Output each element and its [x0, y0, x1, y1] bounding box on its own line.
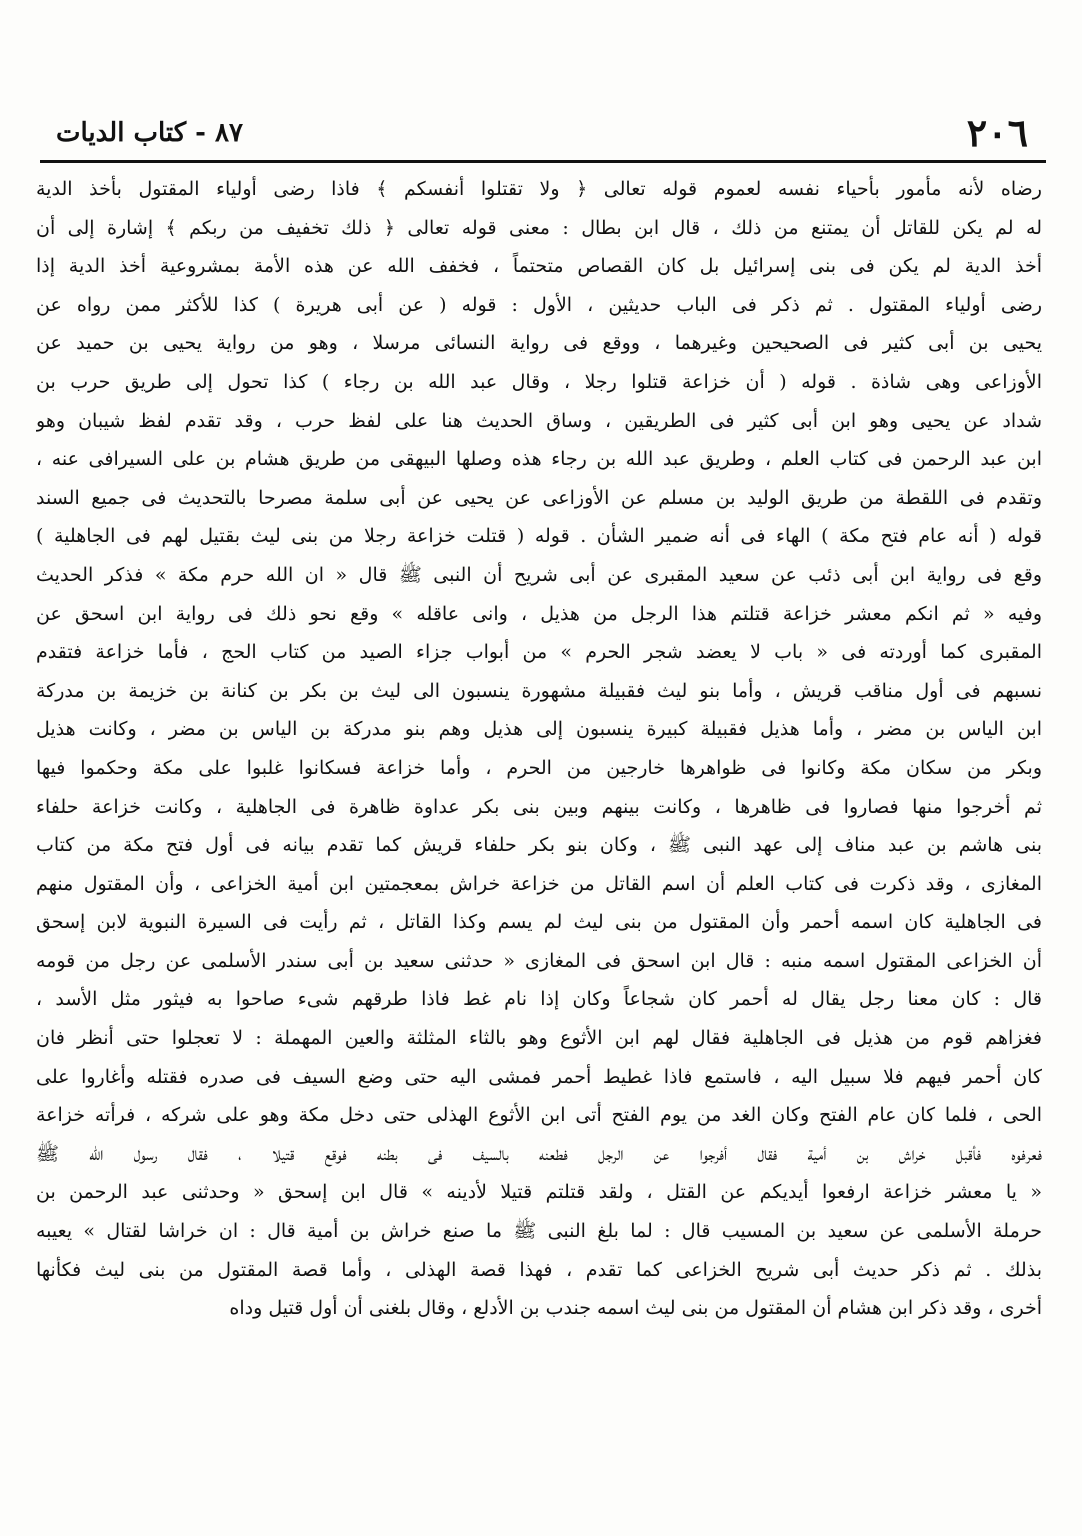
text-line: رضاه لأنه مأمور بأحياء نفسه لعموم قوله تعالى ﴿ ولا تقتلوا أنفسكم ﴾ فاذا رضى أولياء المقتول بأخذ الدية [36, 178, 1042, 200]
text-line: بذلك . ثم ذكر حديث أبى شريح الخزاعى كما تقدم ، فهذا قصة الهذلى ، وأما قصة المقتول من بنى ليث فكأنها [36, 1258, 1042, 1281]
text-line: وبكر من سكان مكة وكانوا فى ظواهرها خارجين من الحرم ، وأما خزاعة فسكانوا غلبوا على مكة وحكموا فيها [36, 756, 1042, 779]
text-line: حرملة الأسلمى عن سعيد بن المسيب قال : لما بلغ النبى ﷺ ما صنع خراش بن أمية قال : ان خراشا لقتال » يعيبه [36, 1220, 1042, 1243]
text-line: المغازى ، وقد ذكرت فى كتاب العلم أن اسم القاتل من خزاعة خراش بمعجمتين ابن أمية الخزاعى ، وأن المقتول منهم [36, 872, 1042, 895]
text-line: وقع فى رواية ابن أبى ذئب عن سعيد المقبرى عن أبى شريح أن النبى ﷺ قال « ان الله حرم مكة » فذكر الحديث [36, 563, 1042, 586]
text-line: فغزاهم قوم من هذيل فى الجاهلية فقال لهم ابن الأثوع وهو بالثاء المثلثة والعين المهملة : لا تعجلوا حتى أنظر فان [36, 1027, 1042, 1050]
text-line: المقبرى كما أوردته فى « باب لا يعضد شجر الحرم » من أبواب جزاء الصيد من كتاب الحج ، فأما خزاعة فتقدم [36, 641, 1042, 664]
text-line: « يا معشر خزاعة ارفعوا أيديكم عن القتل ، ولقد قتلتم قتيلا لأدينه » قال ابن إسحق « وحدثنى عبد الرحمن بن [36, 1181, 1042, 1204]
text-line: رضى أولياء المقتول . ثم ذكر فى الباب حديثين ، الأول : قوله ( عن أبى هريرة ) كذا للأكثر ممن رواه عن [36, 293, 1042, 316]
text-line: قال : كان معنا رجل يقال له أحمر كان شجاعاً وكان إذا نام غط فاذا طرقهم شىء صاحوا به فيثور مثل الأسد ، [36, 988, 1042, 1011]
text-line: أخرى ، وقد ذكر ابن هشام أن المقتول من بنى ليث اسمه جندب بن الأدلع ، وقال بلغنى أن أول قتيل وداه [229, 1297, 1042, 1320]
text-line: وفيه « ثم انكم معشر خزاعة قتلتم هذا الرجل من هذيل ، وانى عاقله » وقع نحو ذلك فى رواية ابن اسحق عن [36, 602, 1042, 625]
text-line: ابن الياس بن مضر ، وأما هذيل فقبيلة كبيرة ينسبون إلى هذيل وهم بنو مدركة بن الياس بن مضر ، وكانت هذيل [36, 718, 1042, 741]
header-rule [40, 160, 1046, 163]
text-line: نسبهم فى أول مناقب قريش ، وأما بنو ليث فقبيلة مشهورة ينسبون الى ليث بن بكر بن كنانة بن خزيمة بن مدركة [36, 679, 1042, 702]
page-number: ٢٠٦ [966, 110, 1028, 155]
text-line: له لم يكن للقاتل أن يمتنع من ذلك ، قال ابن بطال : معنى قوله تعالى ﴿ ذلك تخفيف من ربكم ﴾ إشارة إلى أن [36, 216, 1042, 239]
text-line: ثم أخرجوا منها فصاروا فى ظاهرها ، وكانت بينهم وبين بنى بكر عداوة ظاهرة فى الجاهلية ، وكانت خزاعة حلفاء [36, 795, 1042, 818]
running-head: ٨٧ - كتاب الديات [56, 118, 243, 148]
text-line: الحى ، فلما كان عام الفتح وكان الغد من يوم الفتح أتى ابن الأثوع الهذلى حتى دخل مكة وهو على شركه ، فرأته خزاعة [36, 1104, 1042, 1127]
text-line: أخذ الدية لم يكن فى بنى إسرائيل بل كان القصاص متحتماً ، فخفف الله عن هذه الأمة بمشروعية أخذ الدية إذا [36, 255, 1042, 278]
text-line: فى الجاهلية كان اسمه أحمر وأن المقتول من بنى ليث لم يسم وكذا القاتل ، ثم رأيت فى السيرة النبوية لابن إسحق [36, 911, 1042, 934]
text-line: بنى هاشم بن عبد مناف إلى عهد النبى ﷺ ، وكان بنو بكر حلفاء قريش كما تقدم بيانه فى أول فتح مكة من كتاب [36, 834, 1042, 857]
text-line: قوله ( أنه عام فتح مكة ) الهاء فى أنه ضمير الشأن . قوله ( قتلت خزاعة رجلا من بنى ليث بقتيل لهم فى الجاهلية ) [36, 525, 1042, 548]
text-line: الأوزاعى وهى شاذة . قوله ( أن خزاعة قتلوا رجلا ، وقال عبد الله بن رجاء ) كذا تحول إلى طريق حرب بن [36, 370, 1042, 393]
text-line: ابن عبد الرحمن فى كتاب العلم ، وطريق عبد الله بن رجاء هذه وصلها البيهقى من طريق هشام بن على السيرافى عنه ، [36, 448, 1042, 471]
page-header [40, 108, 1042, 158]
text-line: شداد عن يحيى وهو ابن أبى كثير فى الطريقين ، وساق الحديث هنا على لفظ حرب ، وقد تقدم لفظ شيبان وهو [36, 409, 1042, 432]
text-line: كان أحمر فيهم فلا سبيل اليه ، فاستمع فاذا غطيط أحمر فمشى اليه حتى وضع السيف فى صدره فقتله وأغاروا على [36, 1065, 1042, 1088]
text-line: يحيى بن أبى كثير فى الصحيحين وغيرهما ، ووقع فى رواية النسائى مرسلا ، وهو من رواية يحيى بن حميد عن [36, 332, 1042, 355]
body-text [36, 170, 1042, 1328]
text-line: أن الخزاعى المقتول اسمه منبه : قال ابن اسحق فى المغازى « حدثنى سعيد بن أبى سندر الأسلمى عن رجل من قومه [36, 949, 1042, 972]
text-line: فعرفوه فأقبل خراش بن أمية فقال أفرجوا عن الرجل فطعنه بالسيف فى بطنه فوقع قتيلا ، فقال رسول الله ﷺ [36, 1142, 1042, 1165]
text-line: وتقدم فى اللقطة من طريق الوليد بن مسلم عن الأوزاعى عن يحيى عن أبى سلمة مصرحا بالتحديث فى جميع السند [36, 486, 1042, 509]
